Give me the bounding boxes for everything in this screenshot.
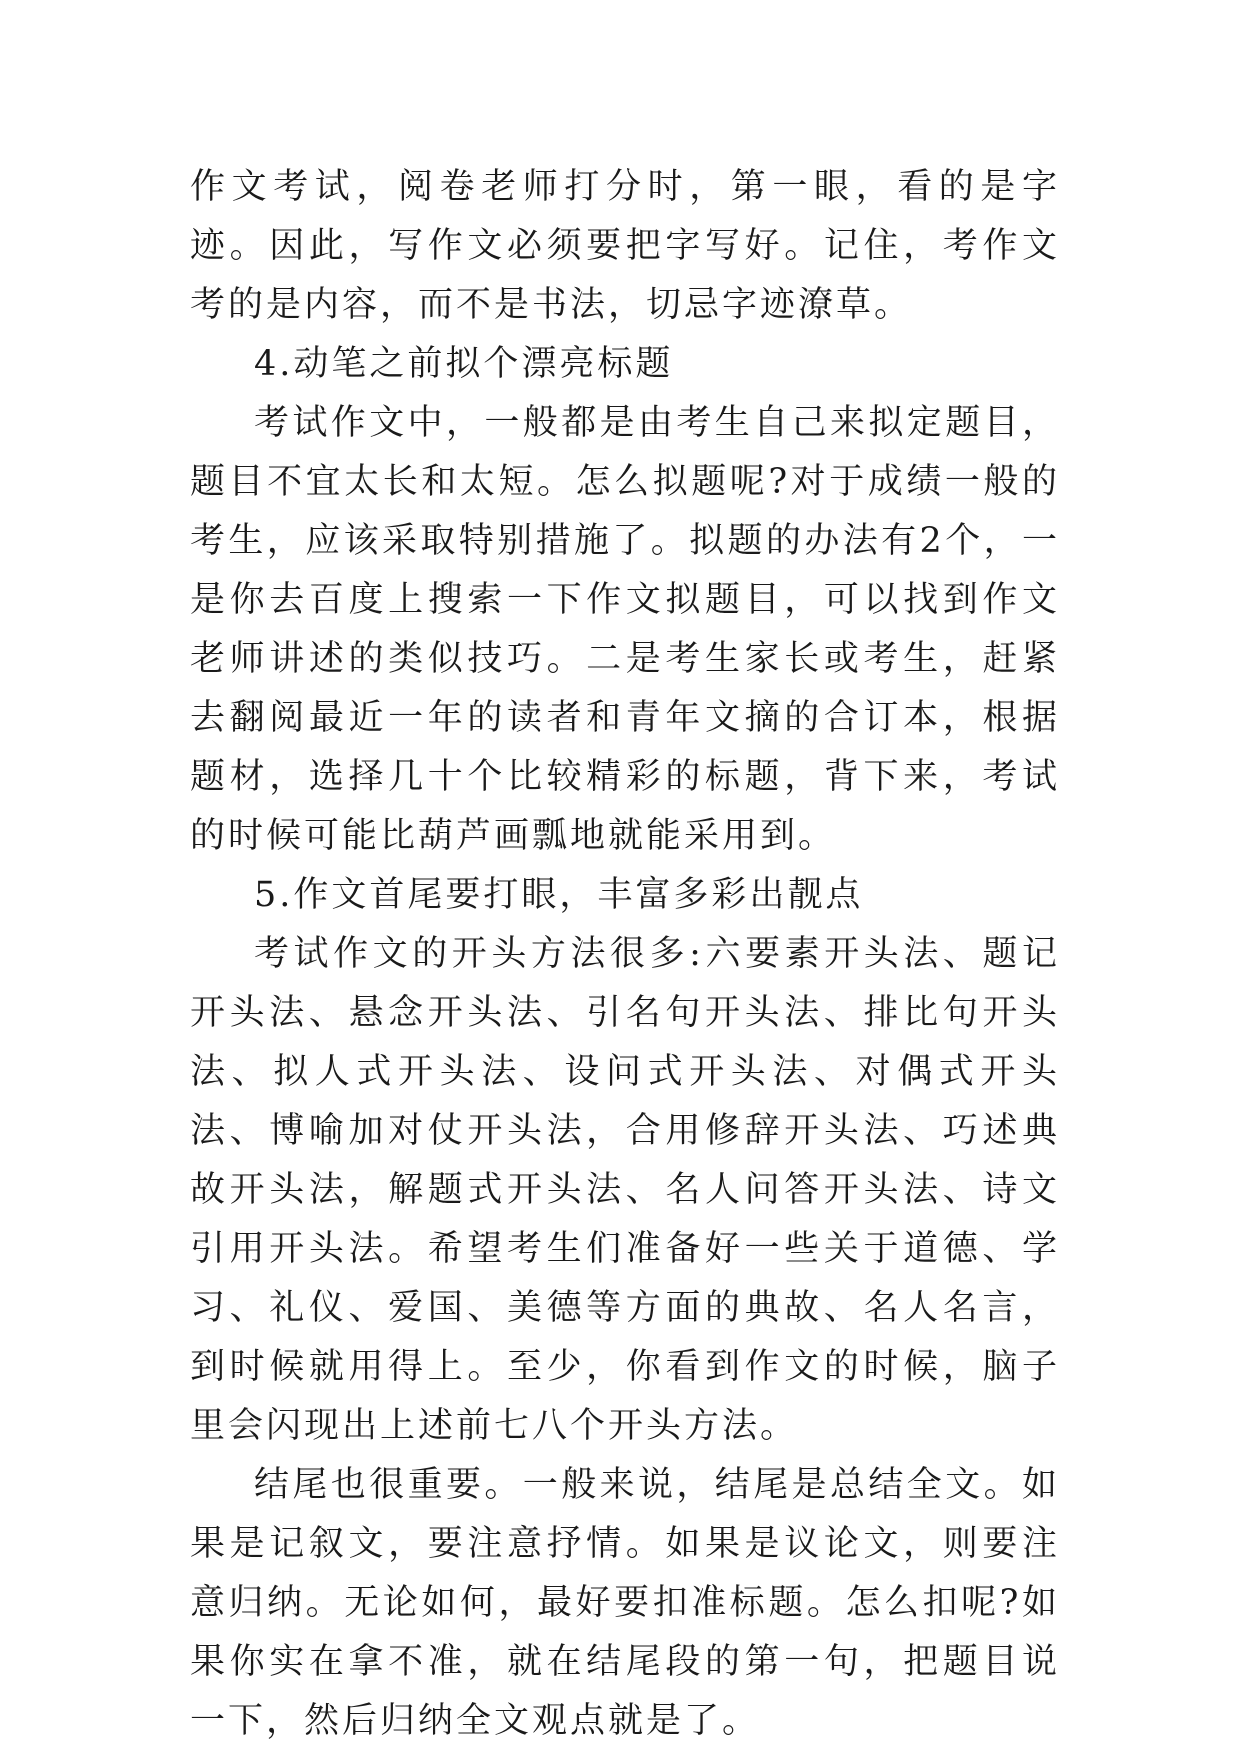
paragraph-handwriting: 作文考试，阅卷老师打分时，第一眼，看的是字迹。因此，写作文必须要把字写好。记住，考作文考的是内容，而不是书法，切忌字迹潦草。 bbox=[190, 167, 1060, 325]
document-body bbox=[190, 158, 1060, 1751]
paragraph-title-tips: 考试作文中，一般都是由考生自己来拟定题目，题目不宜太长和太短。怎么拟题呢?对于成绩一般的考生，应该采取特别措施了。拟题的办法有2个，一是你去百度上搜索一下作文拟题目，可以找到作文老师讲述的类似技巧。二是考生家长或考生，赶紧去翻阅最近一年的读者和青年文摘的合订本，根据题材，选择几十个比较精彩的标题，背下来，考试的时候可能比葫芦画瓢地就能采用到。 bbox=[190, 403, 1060, 856]
section-heading-opening-ending: 5.作文首尾要打眼，丰富多彩出靓点 bbox=[254, 875, 864, 915]
paragraph-opening-methods: 考试作文的开头方法很多:六要素开头法、题记开头法、悬念开头法、引名句开头法、排比句开头法、拟人式开头法、设问式开头法、对偶式开头法、博喻加对仗开头法，合用修辞开头法、巧述典故开头法，解题式开头法、名人问答开头法、诗文引用开头法。希望考生们准备好一些关于道德、学习、礼仪、爱国、美德等方面的典故、名人名言，到时候就用得上。至少，你看到作文的时候，脑子里会闪现出上述前七八个开头方法。 bbox=[190, 934, 1060, 1446]
section-heading-title: 4.动笔之前拟个漂亮标题 bbox=[254, 344, 674, 384]
paragraph-ending: 结尾也很重要。一般来说，结尾是总结全文。如果是记叙文，要注意抒情。如果是议论文，则要注意归纳。无论如何，最好要扣准标题。怎么扣呢?如果你实在拿不准，就在结尾段的第一句，把题目说一下，然后归纳全文观点就是了。 bbox=[190, 1465, 1060, 1741]
